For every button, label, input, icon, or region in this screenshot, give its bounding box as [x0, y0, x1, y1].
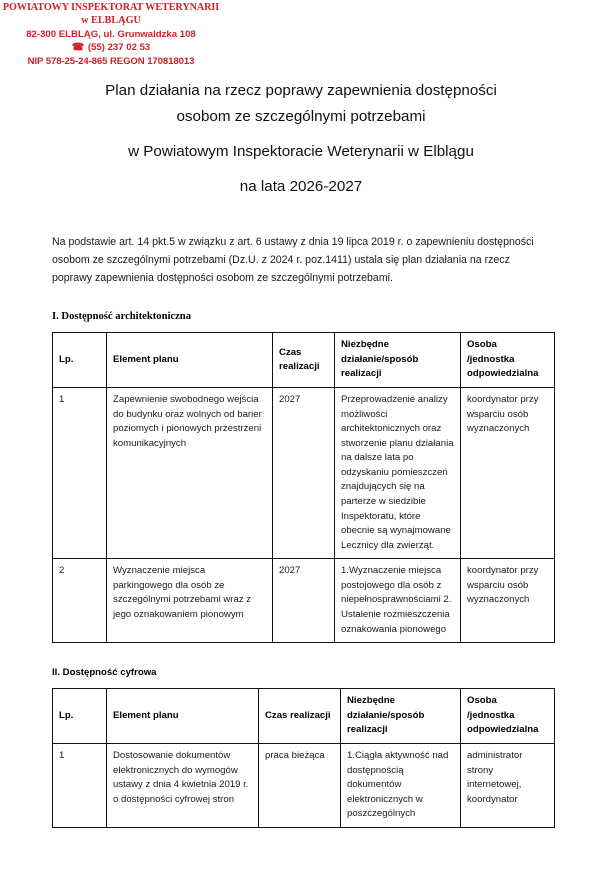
- col-header-dzialanie-line3: realizacji: [347, 724, 388, 736]
- cell-element: Zapewnienie swobodnego wejścia do budynku oraz wolnych od barier poziomych i pionowych przestrzeni komunikacyjnych: [107, 387, 273, 558]
- col-header-dzialanie-line1: Niezbędne: [347, 695, 395, 707]
- col-header-osoba-line1: Osoba: [467, 339, 497, 351]
- col-header-czas: Czas realizacji: [259, 689, 341, 744]
- letterhead-org-line1: POWIATOWY INSPEKTORAT WETERYNARII: [2, 2, 220, 13]
- col-header-osoba-line1: Osoba: [467, 695, 497, 707]
- cell-czas: 2027: [273, 387, 335, 558]
- col-header-lp: Lp.: [53, 689, 107, 744]
- col-header-dzialanie: [341, 689, 461, 744]
- table-accessibility-digital: [52, 688, 555, 828]
- col-header-czas-line2: realizacji: [279, 361, 320, 373]
- letterhead-org-line2: w ELBLĄGU: [81, 15, 141, 27]
- cell-dzialanie: 1.Ciągła aktywność nad dostępnością dokumentów elektronicznych w poszczególnych: [341, 743, 461, 827]
- col-header-lp: Lp.: [53, 333, 107, 388]
- col-header-dzialanie: [335, 333, 461, 388]
- col-header-element: Element planu: [107, 333, 273, 388]
- cell-osoba: koordynator przy wsparciu osób wyznaczonych: [461, 387, 555, 558]
- col-header-element: Element planu: [107, 689, 259, 744]
- document-title: [0, 78, 602, 201]
- title-line-4: na lata 2026-2027: [239, 178, 363, 196]
- letterhead-nip-regon: NIP 578-25-24-865 REGON 170818013: [27, 56, 195, 68]
- col-header-osoba-line3: odpowiedzialna: [467, 724, 539, 736]
- cell-osoba: koordynator przy wsparciu osób wyznaczonych: [461, 559, 555, 643]
- section-heading-architectural: I. Dostępność architektoniczna: [52, 311, 191, 323]
- table-row: [53, 559, 555, 643]
- col-header-osoba-line2: /jednostka: [467, 353, 515, 365]
- table-header-row: [53, 689, 555, 744]
- col-header-dzialanie-line3: realizacji: [341, 368, 382, 380]
- cell-dzialanie: 1.Wyznaczenie miejsca postojowego dla osób z niepełnosprawnościami 2. Ustalenie rozmieszczenia oznakowania pionowego: [335, 559, 461, 643]
- col-header-osoba-line2: /jednostka: [467, 709, 515, 721]
- cell-osoba: administrator strony internetowej, koordynator: [461, 743, 555, 827]
- col-header-osoba: [461, 333, 555, 388]
- col-header-czas: [273, 333, 335, 388]
- cell-lp: 1: [53, 387, 107, 558]
- col-header-osoba-line3: odpowiedzialna: [467, 368, 539, 380]
- cell-element: Dostosowanie dokumentów elektronicznych do wymogów ustawy z dnia 4 kwietnia 2019 r. o dostępności cyfrowej stron: [107, 743, 259, 827]
- title-line-1: Plan działania na rzecz poprawy zapewnienia dostępności: [105, 82, 497, 99]
- section-heading-digital: II. Dostępność cyfrowa: [52, 667, 157, 679]
- cell-dzialanie: Przeprowadzenie analizy możliwości architektonicznych oraz stworzenie planu działania na dalsze lata po odzyskaniu pomieszczeń znajdujących się na parterze w siedzibie Inspektoratu, które obecnie są wynajmowane Lecznicy dla zwierząt.: [335, 387, 461, 558]
- title-line-3: w Powiatowym Inspektoracie Weterynarii w Elblągu: [128, 143, 474, 161]
- telephone-icon: ☎: [71, 42, 86, 54]
- cell-lp: 2: [53, 559, 107, 643]
- col-header-osoba: [461, 689, 555, 744]
- table-row: [53, 387, 555, 558]
- table-header-row: [53, 333, 555, 388]
- col-header-dzialanie-line2: działanie/sposób: [347, 709, 425, 721]
- intro-paragraph: Na podstawie art. 14 pkt.5 w związku z art. 6 ustawy z dnia 19 lipca 2019 r. o zapewnieniu dostępności osobom ze szczególnymi potrzebami (Dz.U. z 2024 r. poz.1411) ustala się plan działania na rzecz poprawy zapewnienia dostępności osobom ze szczególnymi potrzebami.: [52, 235, 534, 284]
- col-header-dzialanie-line1: Niezbędne: [341, 339, 389, 351]
- letterhead-phone-number: (55) 237 02 53: [87, 42, 151, 54]
- cell-element: Wyznaczenie miejsca parkingowego dla osób ze szczególnymi potrzebami wraz z jego oznakowaniem pionowym: [107, 559, 273, 643]
- col-header-dzialanie-line2: działanie/sposób: [341, 353, 419, 365]
- cell-czas: 2027: [273, 559, 335, 643]
- cell-czas: praca bieżąca: [259, 743, 341, 827]
- col-header-czas-line1: Czas: [279, 346, 302, 358]
- table-row: [53, 743, 555, 827]
- letterhead-address: 82-300 ELBLĄG, ul. Grunwaldzka 108: [26, 29, 196, 41]
- table-accessibility-architectural: [52, 332, 555, 643]
- title-line-2: osobom ze szczególnymi potrzebami: [176, 108, 426, 126]
- cell-lp: 1: [53, 743, 107, 827]
